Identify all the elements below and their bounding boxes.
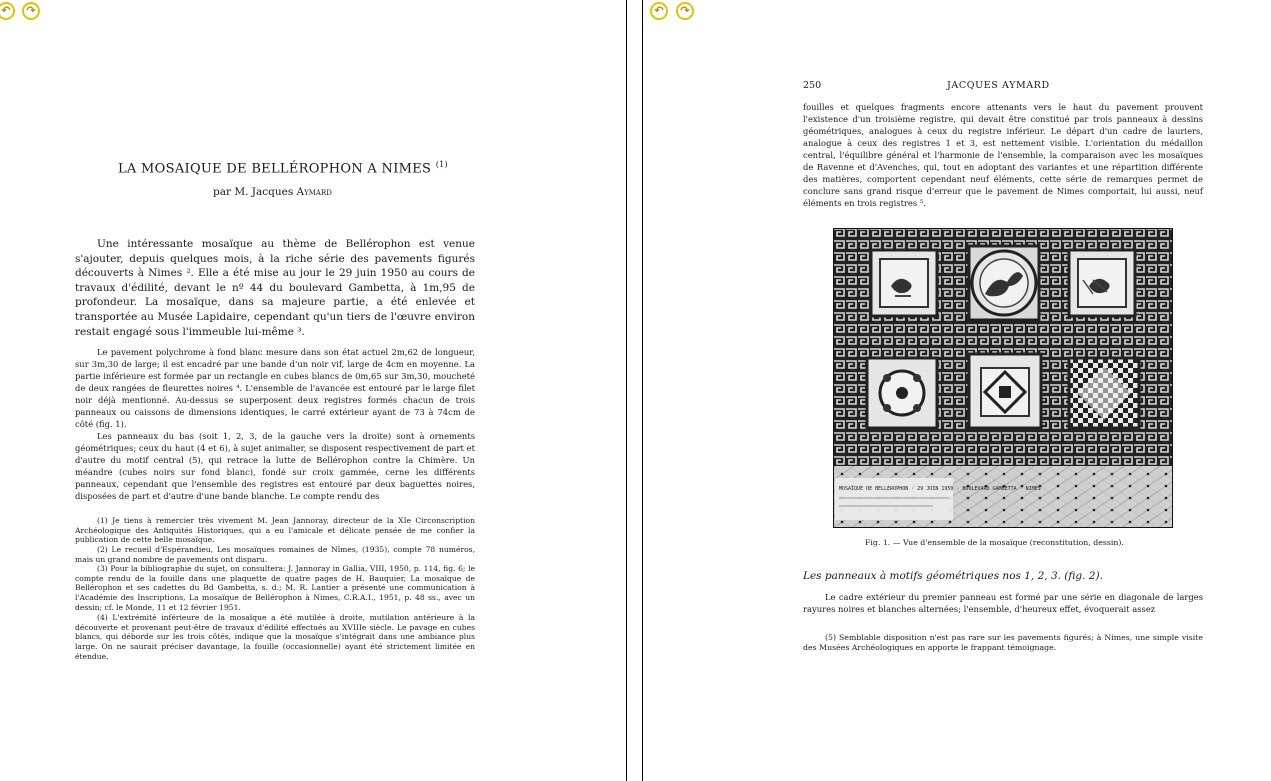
footnote-5: (5) Semblable disposition n'est pas rare sur les pavements figurés; à Nimes, une simple visite des Musées Archéologiques en apporte le frappant témoignage. xyxy=(803,633,1203,652)
footnote-3: (3) Pour la bibliographie du sujet, on consultera: J. Jannoray in Gallia, VIII, 1950, p. 114, fig. 6; le compte rendu de la fouille dans une plaquette de quatre pages de H. Bauquier, La mosaïque de Bellérophon et ses cadettes du Bd Gambetta, s. d.; M. R. Lantier a présenté une communication à l'Académie des Inscriptions, La mosaïque de Bellérophon à Nimes, C.R.A.I., 1951, p. 48 ss., avec un dessin; cf. le Monde, 11 et 12 février 1951. xyxy=(75,564,475,612)
author-prefix: par M. Jacques xyxy=(213,186,297,198)
footnote-1: (1) Je tiens à remercier très vivement M. Jean Jannoray, directeur de la XIe Circonscription Archéologique des Antiquités Historiques, qui a eu l'amicale et délicate pensée de me confier la publication de cette belle mosaïque. xyxy=(75,516,475,545)
panel-6-bird xyxy=(1069,250,1135,316)
page-divider-left xyxy=(626,0,627,781)
page-number: 250 xyxy=(803,80,822,91)
panel-5-bellerophon xyxy=(969,246,1039,320)
panel-1-geometric xyxy=(867,358,937,428)
prev-page-button-right[interactable]: ↶ xyxy=(650,2,668,20)
article-title xyxy=(118,160,448,176)
panel-3-geometric xyxy=(1069,358,1139,428)
panel-2-geometric xyxy=(969,354,1041,428)
section-heading: Les panneaux à motifs géométriques nos 1, 2, 3. (fig. 2). xyxy=(803,570,1103,582)
title-text: LA MOSAIQUE DE BELLÉROPHON A NIMES xyxy=(118,161,432,177)
continued-paragraph: fouilles et quelques fragments encore attenants vers le haut du pavement prouvent l'existence d'un troisième registre, qui devait être constitué par trois panneaux à dessins géométriques, analogues à ceux du registre inférieur. Le départ d'un cadre de lauriers, analogue à ceux des registres 1 et 3, est nettement visible. L'orientation du médaillon central, l'équilibre général et l'harmonie de l'ensemble, la comparaison avec les mosaïques de Ravenne et d'Avenches, qui, tout en adoptant des variantes et une répartition différente des matières, comportent cependant neuf éléments, cette série de remarques permet de conclure sans grand risque d'erreur que le pavement de Nimes comportait, lui aussi, neuf éléments en trois registres ⁵. xyxy=(803,102,1203,208)
footnote-2: (2) Le recueil d'Espérandieu, Les mosaïques romaines de Nîmes, (1935), compte 78 numéros, mais un grand nombre de pavements ont disparu. xyxy=(75,545,475,564)
author-name: Aymard xyxy=(296,186,332,198)
body-paragraph-2: Les panneaux du bas (soit 1, 2, 3, de la gauche vers la droite) sont à ornements géométriques; ceux du haut (4 et 6), à sujet animalier, se disposent respectivement de part et d'autre du motif central (5), qui retrace la lutte de Bellérophon contre la Chimère. Un méandre (cubes noirs sur fond blanc), fondé sur croix gammée, cerne les différents panneaux, cependant que l'ensemble des registres est entouré par deux baguettes noires, disposées de part et d'autre d'une bande blanche. Le compte rendu des xyxy=(75,431,475,501)
figure-caption: Fig. 1. — Vue d'ensemble de la mosaïque (reconstitution, dessin). xyxy=(865,538,1124,547)
footnote-4: (4) L'extrémité inférieure de la mosaïque a été mutilée à droite, mutilation antérieure à la découverte et provenant peut-être de travaux d'édilité effectués au XVIIIe siècle. Le pavage en cubes blancs, qui déborde sur les trois côtés, indique que la mosaïque s'intégrait dans une ambiance plus large. On ne saurait préciser davantage, la fouille (occasionnelle) ayant été strictement limitée en étendue. xyxy=(75,613,475,661)
figure-label: MOSAÏQUE DE BELLÉROPHON · 29 JUIN 1950 · BOULEVARD GAMBETTA · NIMES xyxy=(839,486,1041,492)
title-footnote-ref: (1) xyxy=(435,160,448,169)
mosaic-figure xyxy=(833,228,1173,528)
mosaic-illustration xyxy=(833,228,1173,528)
panel-4-bird xyxy=(871,250,937,316)
prev-page-button[interactable]: ↶ xyxy=(0,2,15,20)
next-page-button[interactable]: ↷ xyxy=(22,2,40,20)
intro-paragraph: Une intéressante mosaïque au thème de Bellérophon est venue s'ajouter, depuis quelques mois, à la riche série des pavements figurés découverts à Nimes ². Elle a été mise au jour le 29 juin 1950 au cours de travaux d'édilité, devant le nº 44 du boulevard Gambetta, à 1m,95 de profondeur. La mosaïque, dans sa majeure partie, a été enlevée et transportée au Musée Lapidaire, cependant qu'un tiers de l'œuvre environ restait engagé sous l'immeuble lui-même ³. xyxy=(75,238,475,338)
body-paragraph-1: Le pavement polychrome à fond blanc mesure dans son état actuel 2m,62 de longueur, sur 3m,30 de large; il est encadré par une bande d'un noir vif, large de 4cm en moyenne. La partie inférieure est formée par un rectangle en cubes blancs de 0m,65 sur 3m,30, moucheté de deux rangées de fleurettes noires ⁴. L'ensemble de l'avancée est entouré par le large filet noir déjà mentionné. Au-dessus se superposent deux registres formés chacun de trois panneaux ou caissons de dimensions identiques, le carré extérieur ayant de 73 à 74cm de côté (fig. 1). xyxy=(75,347,475,429)
next-page-button-right[interactable]: ↷ xyxy=(676,2,694,20)
left-page xyxy=(0,0,626,781)
right-page xyxy=(643,0,1271,781)
running-head: JACQUES AYMARD xyxy=(947,80,1050,91)
section-paragraph: Le cadre extérieur du premier panneau est formé par une série en diagonale de larges rayures noires et blanches alternées; l'ensemble, d'heureux effet, évoquerait assez xyxy=(803,592,1203,614)
author-line xyxy=(213,186,332,198)
